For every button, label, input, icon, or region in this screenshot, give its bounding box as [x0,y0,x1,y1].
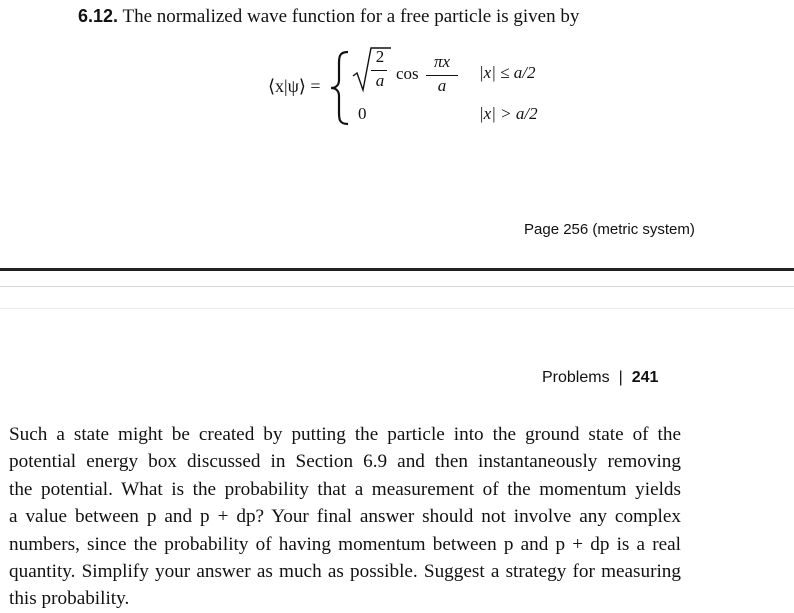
body-line: this probability. [9,588,130,610]
problem-body [9,421,681,613]
sqrt-fraction-numerator: 2 [375,47,385,66]
body-line: quantity. Simplify your answer as much as possible. Suggest a strategy for measuring [9,561,681,583]
problem-heading-text: The normalized wave function for a free particle is given by [122,6,580,27]
sqrt-fraction-denominator: a [375,71,385,90]
page-divider-thick [0,268,794,271]
body-line: numbers, since the probability of having momentum between p and p + dp is a real [9,533,681,555]
cosine-function: cos [396,64,419,83]
running-header-section: Problems [542,369,610,386]
cos-argument-denominator: a [437,76,447,95]
running-header-page-number: 241 [631,369,659,386]
body-line: a value between p and p + dp? Your final answer should not involve any complex [9,506,681,528]
case2-condition: |x| > a/2 [479,104,538,123]
wave-function-equation [0,0,794,140]
body-line: potential energy box discussed in Section 6.9 and then instantaneously removing [9,451,681,473]
cos-argument-numerator: πx [433,52,451,71]
page-divider-light [0,286,794,287]
body-line: the potential. What is the probability that a measurement of the momentum yields [9,478,681,500]
case1-condition: |x| ≤ a/2 [479,63,536,82]
page-note: Page 256 (metric system) [524,221,695,238]
left-brace-icon [328,50,352,126]
equation-lhs: ⟨x|ψ⟩ = [268,76,321,96]
case2-value: 0 [358,104,367,123]
running-header [542,369,658,387]
page-divider-faint [0,308,794,309]
problem-number: 6.12. [78,6,119,26]
body-paragraph [9,421,681,613]
running-header-separator: | [618,369,623,386]
body-line: Such a state might be created by putting the particle into the ground state of the [9,424,681,445]
